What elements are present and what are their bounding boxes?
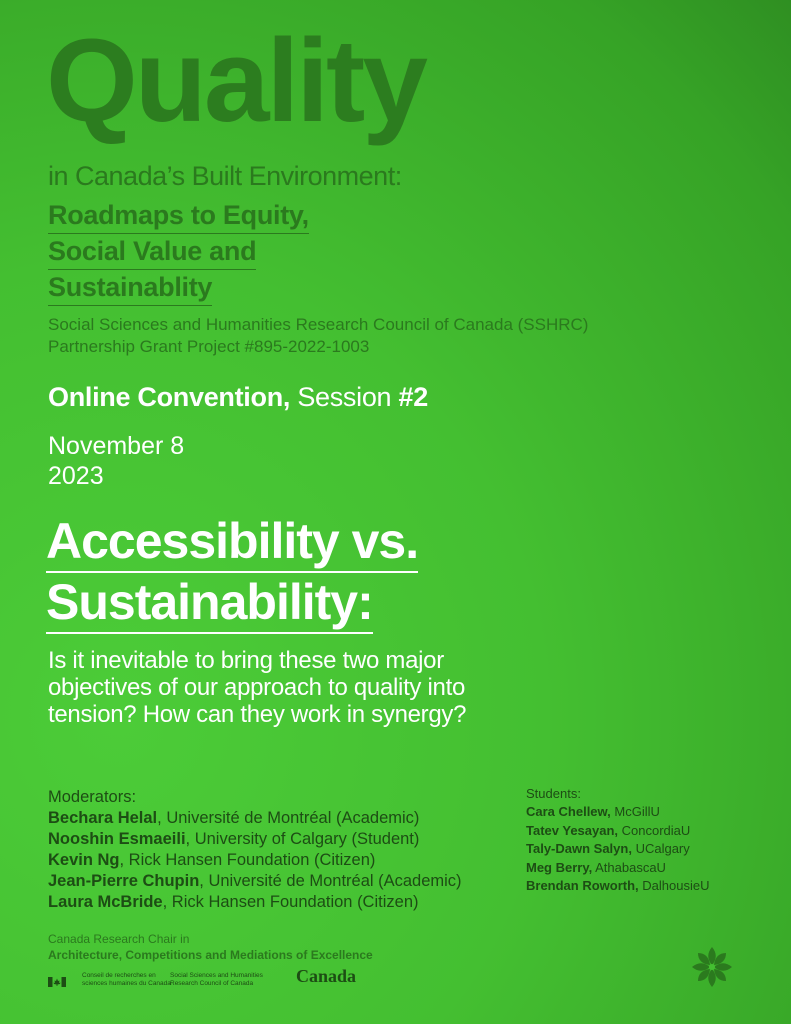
student-affiliation: DalhousieU: [638, 878, 710, 894]
question-line: tension? How can they work in synergy?: [48, 700, 467, 728]
moderator-item: [48, 850, 462, 871]
moderators-list: [48, 787, 462, 913]
grant-info: [48, 314, 588, 358]
grant-line: Social Sciences and Humanities Research Council of Canada (SSHRC): [48, 315, 589, 334]
moderator-item: [48, 808, 462, 829]
student-item: [526, 840, 710, 858]
student-affiliation: ConcordiaU: [618, 822, 691, 838]
roadmaps-line: Sustainablity: [48, 272, 212, 306]
student-name: Cara Chellew,: [526, 804, 611, 820]
theme-line: Sustainability:: [46, 573, 373, 634]
student-affiliation: McGillU: [610, 804, 660, 820]
moderator-name: Bechara Helal: [48, 808, 158, 827]
crsh-line: Conseil de recherches en: [82, 972, 156, 979]
moderator-affiliation: , Université de Montréal (Academic): [199, 871, 462, 890]
moderator-name: Nooshin Esmaeili: [48, 829, 186, 848]
student-name: Meg Berry,: [526, 859, 593, 875]
students-heading: Students:: [526, 786, 581, 801]
question-line: Is it inevitable to bring these two major: [48, 647, 444, 674]
session-theme: [46, 512, 418, 634]
session-heading: [48, 382, 428, 413]
canada-wordmark: Canada: [296, 966, 357, 986]
student-affiliation: AthabascaU: [592, 859, 666, 875]
lleap-logo-icon: [690, 945, 734, 994]
theme-line: Accessibility vs.: [46, 512, 418, 573]
student-item: [526, 803, 710, 821]
moderator-name: Laura McBride: [48, 892, 163, 911]
sshrc-name: [170, 972, 263, 988]
moderator-item: [48, 829, 462, 850]
moderator-name: Jean-Pierre Chupin: [48, 871, 200, 890]
moderators-heading: Moderators:: [48, 788, 137, 806]
moderator-affiliation: , Rick Hansen Foundation (Citizen): [162, 892, 419, 911]
crc-line: Architecture, Competitions and Mediations of Excellence: [48, 947, 373, 962]
session-word: Session: [297, 382, 392, 412]
moderator-affiliation: , University of Calgary (Student): [185, 829, 420, 848]
student-item: [526, 859, 710, 877]
student-name: Tatev Yesayan,: [526, 822, 619, 838]
event-date: [48, 432, 184, 491]
moderator-item: [48, 871, 462, 892]
poster-title: Quality: [46, 15, 425, 147]
students-list: [526, 785, 710, 896]
roadmaps-line: Social Value and: [48, 236, 256, 270]
moderator-affiliation: , Rick Hansen Foundation (Citizen): [119, 850, 376, 869]
student-item: [526, 877, 710, 895]
poster-subtitle: in Canada’s Built Environment:: [48, 161, 402, 191]
research-chair-credit: [48, 932, 373, 963]
roadmaps-heading: [48, 200, 309, 308]
student-item: [526, 822, 710, 840]
student-name: Brendan Roworth,: [526, 878, 639, 894]
moderator-name: Kevin Ng: [48, 850, 120, 869]
session-number: #2: [398, 382, 428, 412]
moderator-item: [48, 892, 462, 913]
crc-line: Canada Research Chair in: [48, 932, 190, 946]
theme-question: [48, 648, 466, 729]
canada-flag-icon: [48, 974, 66, 992]
student-affiliation: UCalgary: [631, 841, 690, 857]
date-day: November 8: [48, 432, 185, 460]
crsh-line: sciences humaines du Canada: [82, 979, 171, 987]
sshrc-line: Social Sciences and Humanities: [170, 972, 263, 979]
date-year: 2023: [48, 461, 104, 490]
question-line: objectives of our approach to quality into: [48, 673, 465, 701]
sshrc-line: Research Council of Canada: [170, 979, 254, 987]
roadmaps-line: Roadmaps to Equity,: [48, 200, 309, 234]
student-name: Taly-Dawn Salyn,: [526, 841, 632, 857]
moderator-affiliation: , Université de Montréal (Academic): [157, 808, 420, 827]
grant-line: Partnership Grant Project #895-2022-1003: [48, 337, 370, 357]
event-name: Online Convention,: [48, 382, 291, 412]
crsh-name: [82, 972, 171, 988]
